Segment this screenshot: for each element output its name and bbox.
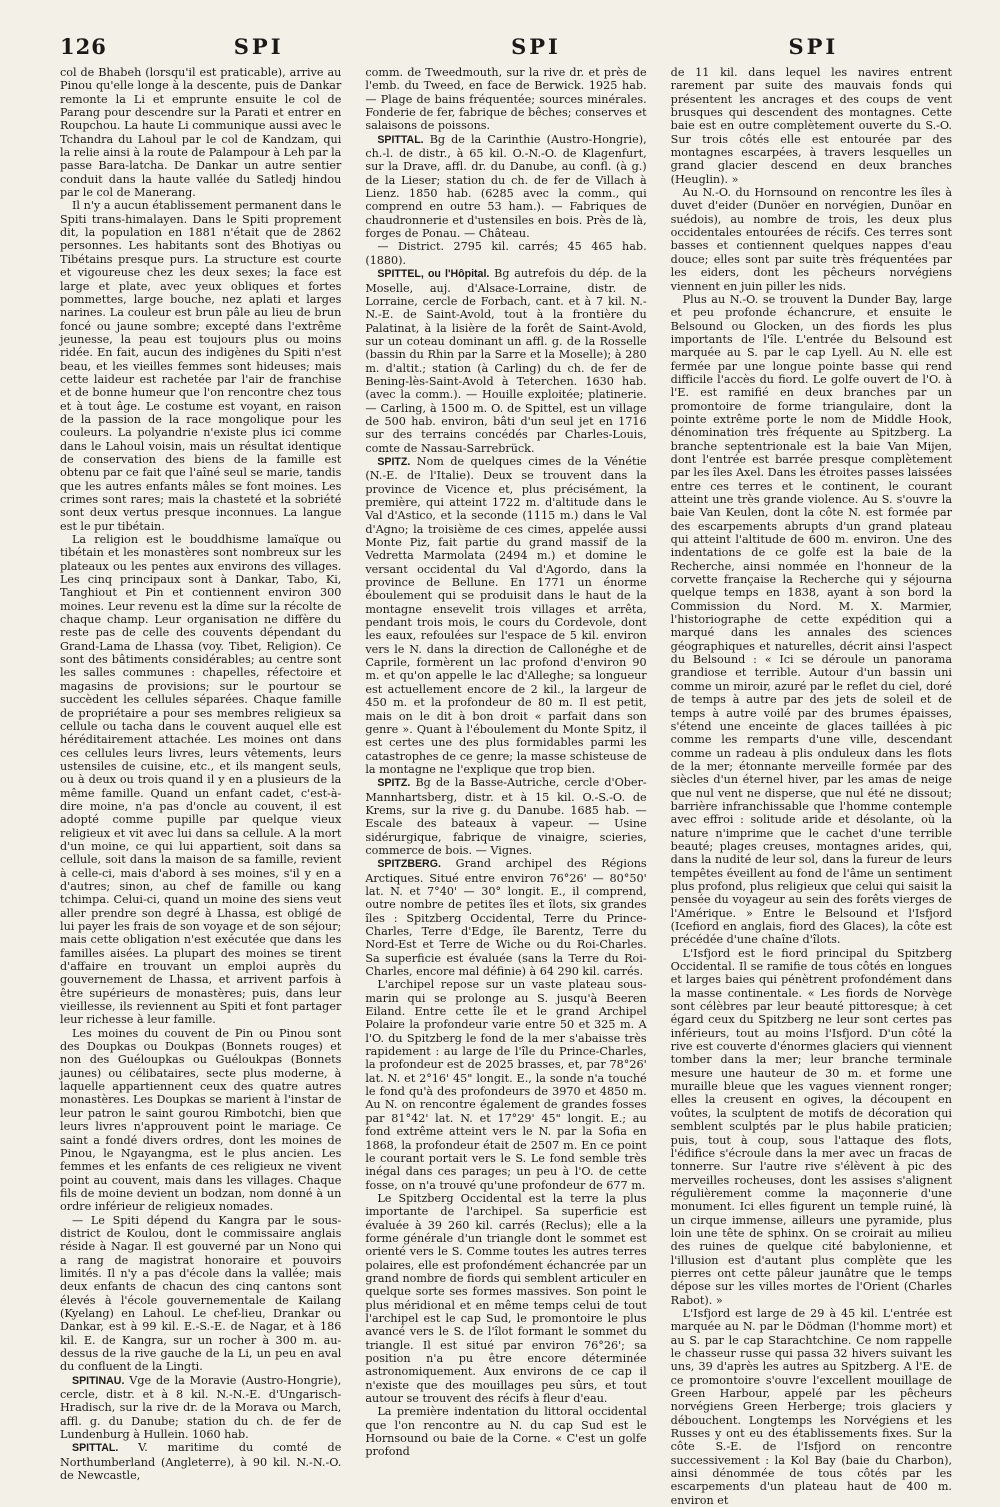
text-columns <box>60 66 953 1507</box>
paragraph-text: Le Spitzberg Occidental est la terre la plus importante de l'archipel. Sa superficie est évaluée à 39 260 kil. carrés (Reclus); elle a la forme générale d'un triangle dont le sommet est orienté vers le S. Comme toutes les autres terres polaires, elle est profondément échancrée par un grand nombre de fiords qui semblent articuler en quelque sorte ses formes massives. Son point le plus méridional et en même temps celui de tout l'archipel est le cap Sud, le promontoire le plus avancé vers le S. de l'îlot formant le sommet du triangle. Il est situé par environ 76°26'; sa position n'a pu être encore déterminée astronomiquement. Aux environs de ce cap il n'existe que des mouillages peu sûrs, et tout autour se trouvent des récifs à fleur d'eau. <box>365 1191 647 1406</box>
paragraph-text: Nom de quelques cimes de la Vénétie (N.-E. de l'Italie). Deux se trouvent dans la province de Vicence et, plus précisément, la première, qui atteint 1722 m. d'altitude dans le Val d'Astico, et la seconde (1115 m.) dans le Val d'Agno; la troisième de ces cimes, appelée aussi Monte Piz, fait partie du grand massif de la Vedretta Marmolata (2494 m.) et domine le versant occidental du Val d'Agordo, dans la province de Bellune. En 1771 un énorme éboulement qui se produisit dans le haut de la montagne ensevelit trois villages et arrêta, pendant trois mois, le cours du Cordevole, dont les eaux, refoulées sur l'espace de 5 kil. environ vers le N. dans la direction de Callonéghe et de Caprile, formèrent un lac profond d'environ 90 m. et qu'on appelle le lac d'Alleghe; sa longueur est actuellement encore de 2 kil., la largeur de 450 m. et la profondeur de 80 m. Il est petit, mais on le dit à bon droit « parfait dans son genre ». Quant à l'éboulement du Monte Spitz, il est certes une des plus formidables parmi les catastrophes de ce genre; la masse schisteuse de la montagne ne l'explique que trop bien. <box>365 454 647 776</box>
paragraph <box>365 1192 646 1406</box>
entry-headword: SPITZBERG. <box>377 858 441 871</box>
paragraph-text: La religion est le bouddhisme lamaïque ou tibétain et les monastères sont nombreux sur les plateaux ou les pentes aux environs des villages. Les cinq principaux sont à Dankar, Tabo, Ki, Tanghiout et Pin et contiennent environ 300 moines. Leur revenu est la dîme sur la récolte de chaque champ. Leur organisation ne diffère du reste pas de celle des couvents dépendant du Grand-Lama de Lhassa (voy. Tibet, Religion). Ce sont des bâtiments considérables; au centre sont les salles communes : chapelles, réfectoire et magasins de provisions; sur le pourtour se succèdent les cellules séparées. Chaque famille de propriétaire a pour ses membres religieux sa cellule ou tacha dans le couvent auquel elle est héréditairement attachée. Les moines ont dans ces cellules leurs livres, leurs vêtements, leurs ustensiles de cuisine, etc., et ils mangent seuls, ou à deux ou trois quand il y en a plusieurs de la même famille. Quand un enfant cadet, c'est-à-dire moine, n'a pas d'oncle au couvent, il est adopté comme pupille par quelque vieux religieux et vit avec lui dans sa cellule. A la mort d'un moine, ce qui lui appartient, soit dans sa cellule, soit dans la maison de sa famille, revient à celle-ci, mais d'abord à ses moines, s'il y en a d'autres; sinon, au chef de famille ou kang tchimpa. Celui-ci, quand un moine des siens veut aller prendre son degré à Lhassa, est obligé de lui payer les frais de son voyage et de son séjour; mais cette obligation n'est exécutée que dans les familles aisées. La plupart des moines se tirent d'affaire en trouvant un emploi auprès du gouvernement de Lhassa, et arrivent parfois à être supérieurs de monastères; puis, dans leur vieillesse, ils reviennent au Spiti et font partager leur richesse à leur famille. <box>60 533 342 1027</box>
dictionary-entry <box>365 267 646 455</box>
paragraph-text: L'Isfjord est le fiord principal du Spitzberg Occidental. Il se ramifie de tous côtés en longues et larges baies qui pénètrent profondément dans la masse continentale. « Les fiords de Norvège sont célèbres par leur beauté pittoresque; à cet égard ceux du Spitzberg ne leur sont certes pas inférieurs, tout au moins l'Isfjord. D'un côté la rive est couverte d'énormes glaciers qui viennent tomber dans la mer; leur branche terminale mesure une hauteur de 30 m. et forme une muraille bleue que les vagues viennent ronger; elles la creusent en ogives, la découpent en voûtes, la sculptent de motifs de décoration qui semblent sculptés par le plus habile praticien; puis, tout à coup, sous l'attaque des flots, l'édifice s'écroule dans la mer avec un fracas de tonnerre. Sur l'autre rive s'élèvent à pic des merveilles rocheuses, dont les assises s'alignent régulièrement comme la maçonnerie d'une monument. Ici elles figurent un temple ruiné, là un cirque immense, ailleurs une pyramide, plus loin une tête de sphinx. On se croirait au milieu des ruines de quelque cité babylonienne, et l'illusion est d'autant plus complète que les pierres ont cette pâleur jaunâtre que le temps dépose sur les villes mortes de l'Orient (Charles Rabot). » <box>670 946 952 1307</box>
dictionary-entry <box>365 133 646 241</box>
paragraph-text: Vge de la Moravie (Austro-Hongrie), cercle, distr. et à 8 kil. N.-N.-E. d'Ungarisch-Hradisch, sur la rive dr. de la Morava ou March, affl. g. du Danube; station du ch. de fer de Lundenburg à Hullein. 1060 hab. <box>60 1373 342 1442</box>
paragraph <box>60 199 341 533</box>
dictionary-entry <box>60 1441 341 1482</box>
column-2 <box>365 66 646 1507</box>
paragraph <box>365 1405 646 1458</box>
paragraph-text: comm. de Tweedmouth, sur la rive dr. et près de l'emb. du Tweed, en face de Berwick. 1925 hab. — Plage de bains fréquentée; sources minérales. Fonderie de fer, fabrique de bêches; conserves et salaisons de poissons. <box>365 66 647 133</box>
entry-headword: SPITZ. <box>377 455 411 468</box>
dictionary-entry <box>60 1374 341 1442</box>
paragraph <box>671 293 952 947</box>
entry-headword: SPITTAL. <box>377 133 424 146</box>
dictionary-entry <box>365 857 646 978</box>
column-1 <box>60 66 341 1507</box>
paragraph-text: Les moines du couvent de Pin ou Pinou sont des Doupkas ou Doukpas (Bonnets rouges) et non des Guéloupkas ou Guéloukpas (Bonnets jaunes) ou célibataires, secte plus moderne, à laquelle appartiennent ceux des quatre autres monastères. Les Doupkas se marient à l'instar de leur patron le saint gourou Rimbotchi, bien que leurs livres n'approuvent point le mariage. Ce saint a fondé divers ordres, dont les moines de Pinou, le Ngayangma, est le plus ancien. Les femmes et les enfants de ces religieux ne vivent point au couvent, mais dans les villages. Chaque fils de moine devient un bodzan, nom donné à un ordre inférieur de religieux nomades. <box>60 1026 342 1214</box>
paragraph-text: col de Bhabeh (lorsqu'il est praticable), arrive au Pinou qu'elle longe à la descente, puis de Dankar remonte la Li et emprunte ensuite le col de Parang pour descendre sur la Parati et entrer en Roupchou. La haute Li communique aussi avec le Tchandra du Lahoul par le col de Kandzam, qui la relie ainsi à la route de Palampour à Leh par la passe Bara-latcha. De Dankar un autre sentier conduit dans la haute vallée du Satledj hindou par le col de Manerang. <box>60 66 342 200</box>
running-head-left: SPI <box>233 34 284 59</box>
running-head-right: SPI <box>788 34 839 59</box>
paragraph-text: Au N.-O. du Hornsound on rencontre les îles à duvet d'eider (Dunöer en norvégien, Dunöar en suédois), au nombre de trois, les deux plus occidentales entourées de récifs. Ces terres sont basses et contiennent quelques nappes d'eau douce; elles sont par suite très fréquentées par les eiders, dont les pêcheurs norvégiens viennent en juin piller les nids. <box>670 186 952 293</box>
paragraph <box>60 1214 341 1374</box>
paragraph-text: L'archipel repose sur un vaste plateau sous-marin qui se prolonge au S. jusqu'à Beeren Eiland. Entre cette île et le grand Archipel Polaire la profondeur varie entre 50 et 325 m. A l'O. du Spitzberg le fond de la mer s'abaisse très rapidement : au large de l'île du Prince-Charles, la profondeur est de 2025 brasses, et, par 78°26' lat. N. et 2°16' 45" longit. E., la sonde n'a touché le fond qu'à des profondeurs de 3970 et 4850 m. Au N. on rencontre également de grandes fosses par 81°42' lat. N. et 17°29' 45" longit. E.; au fond extrême atteint vers le N. par la Sofia en 1868, la profondeur était de 2507 m. En ce point le courant portait vers le S. Le fond semble très inégal dans ces parages; un peu à l'O. de cette fosse, on n'a trouvé qu'une profondeur de 677 m. <box>365 978 647 1192</box>
paragraph-text: L'Isfjord est large de 29 à 45 kil. L'entrée est marquée au N. par le Dödman (l'homme mort) et au S. par le cap Starachtchine. Ce nom rappelle le chasseur russe qui passa 32 hivers suivant les uns, 39 d'après les autres au Spitzberg. A l'E. de ce promontoire s'ouvre l'excellent mouillage de Green Harbour, appelé par les pêcheurs norvégiens Green Herberge; trois glaciers y débouchent. Longtemps les Norvégiens et les Russes y ont eu des établissements fixes. Sur la côte S.-E. de l'Isfjord on rencontre successivement : la Kol Bay (baie du Charbon), ainsi dénommée de tous côtés par les escarpements d'un plateau haut de 400 m. environ et <box>670 1306 952 1507</box>
column-3 <box>671 66 952 1507</box>
entry-headword: SPITINAU. <box>72 1374 125 1387</box>
paragraph <box>671 947 952 1307</box>
paragraph <box>365 66 646 133</box>
paragraph-text: Bg de la Basse-Autriche, cercle d'Ober-Mannhartsberg, distr. et à 15 kil. O.-S.-O. de Krems, sur la rive g. du Danube. 1685 hab. — Escale des bateaux à vapeur. — Usine sidérurgique, fabrique de vinaigre, scieries, commerce de bois. — Vignes. <box>365 776 647 857</box>
paragraph <box>671 1307 952 1507</box>
entry-headword: SPITTAL. <box>72 1442 119 1455</box>
paragraph-text: Il n'y a aucun établissement permanent dans le Spiti trans-himalayen. Dans le Spiti proprement dit, la population en 1881 n'était que de 2862 personnes. Les habitants sont des Bhotiyas ou Tibétains presque purs. La structure est courte et vigoureuse chez les deux sexes; la face est large et plate, avec yeux obliques et fortes pommettes, large bouche, nez aplati et larges narines. La couleur est brun pâle au lieu de brun foncé ou jaune sombre; excepté dans l'extrême jeunesse, la peau est toujours plus ou moins ridée. En fait, aucun des indigènes du Spiti n'est beau, et les vieilles femmes sont hideuses; mais cette laideur est rachetée par l'air de franchise et de bonne humeur que l'on rencontre chez tous et à tout âge. Le costume est voyant, en raison de la passion de la race mongolique pour les couleurs. La polyandrie n'existe plus ici comme dans le Lahoul voisin, mais un résultat identique de conservation des biens de la famille est obtenu par ce fait que l'aîné seul se marie, tandis que les autres enfants mâles se font moines. Les crimes sont rares; mais la chasteté et la sobriété sont deux vertus presque inconnues. La langue est le pur tibétain. <box>60 199 342 533</box>
paragraph-text: Bg de la Carinthie (Austro-Hongrie), ch.-l. de distr., à 65 kil. O.-N.-O. de Klagenfurt, sur la Drave, affl. dr. du Danube, au confl. (à g.) de la Lieser; station du ch. de fer de Villach à Lienz. 1850 hab. (6285 avec la comm., qui comprend en outre 53 ham.). — Fabriques de chaudronnerie et d'ustensiles en bois. Près de là, forges de Ponau. — Château. <box>365 132 647 241</box>
paragraph-text: — Le Spiti dépend du Kangra par le sous-district de Koulou, dont le commissaire anglais réside à Nagar. Il est gouverné par un Nono qui a rang de magistrat honoraire et pouvoirs limités. Il n'y a pas d'école dans la vallée; mais deux enfants de chacun des cinq cantons sont élevés à l'école gouvernementale de Kailang (Kyelang) en Lahoul. Le chef-lieu, Drankar ou Dankar, est à 99 kil. E.-S.-E. de Nagar, et à 186 kil. E. de Kangra, sur un rocher à 300 m. au-dessus de la rive gauche de la Li, un peu en aval du confluent de la Lingti. <box>60 1213 342 1374</box>
page-header <box>60 34 952 60</box>
paragraph <box>671 186 952 293</box>
paragraph-text: V. maritime du comté de Northumberland (Angleterre), à 90 kil. N.-N.-O. de Newcastle, <box>60 1441 342 1483</box>
paragraph-text: Grand archipel des Régions Arctiques. Situé entre environ 76°26' — 80°50' lat. N. et 7°40' — 30° longit. E., il comprend, outre nombre de petites îles et îlots, six grandes îles : Spitzberg Occidental, Terre du Prince-Charles, Terre d'Edge, île Barentz, Terre du Nord-Est et Terre de Wiche ou du Roi-Charles. Sa superficie est évaluée (sans la Terre du Roi-Charles, encore mal définie) à 64 290 kil. carrés. <box>365 857 647 979</box>
paragraph <box>60 1027 341 1214</box>
dictionary-entry <box>365 455 646 776</box>
paragraph <box>60 533 341 1027</box>
page-number: 126 <box>60 34 107 59</box>
paragraph <box>365 978 646 1192</box>
dictionary-entry <box>365 776 646 857</box>
paragraph-text: Bg autrefois du dép. de la Moselle, auj. d'Alsace-Lorraine, distr. de Lorraine, cercle de Forbach, cant. et à 7 kil. N.-N.-E. de Saint-Avold, tout à la frontière du Palatinat, à la lisière de la forêt de Saint-Avold, sur un coteau dominant un affl. g. de la Rosselle (bassin du Rhin par la Sarre et la Moselle); à 280 m. d'altit.; station (à Carling) du ch. de fer de Bening-lès-Saint-Avold à Teterchen. 1630 hab. (avec la comm.). — Houille exploitée; platinerie. — Carling, à 1500 m. O. de Spittel, est un village de 500 hab. environ, bâti d'un seul jet en 1716 sur des terrains concédés par Charles-Louis, comte de Nassau-Sarrebrück. <box>365 267 647 455</box>
entry-headword: SPITZ. <box>377 777 411 790</box>
paragraph-text: de 11 kil. dans lequel les navires entrent rarement par suite des mauvais fonds qui présentent les ancrages et des coups de vent brusques qui descendent des montagnes. Cette baie est en outre complètement ouverte du S.-O. Sur trois côtés elle est entourée par des montagnes escarpées, à travers lesquelles un grand glacier descend en deux branches (Heuglin). » <box>670 66 952 186</box>
paragraph-text: Plus au N.-O. se trouvent la Dunder Bay, large et peu profonde échancrure, et ensuite le Belsound ou Glocken, un des fiords les plus importants de l'île. L'entrée du Belsound est marquée au S. par le cap Lyell. Au N. elle est fermée par une longue pointe basse qui rend difficile l'accès du fiord. Le golfe ouvert de l'O. à l'E. est ramifié en deux branches par un promontoire de forme triangulaire, dont la pointe extrême porte le nom de Middle Hook, dénomination très fréquente au Spitzberg. La branche septentrionale est la baie Van Mijen, dont l'entrée est barrée presque complètement par les îles Axel. Dans les étroites passes laissées entre ces terres et le continent, le courant atteint une très grande violence. Au S. s'ouvre la baie Van Keulen, dont la côte N. est formée par des escarpements abrupts d'un grand plateau qui atteint l'altitude de 600 m. environ. Une des indentations de ce golfe est la baie de la Recherche, ainsi nommée en l'honneur de la corvette française la Recherche qui y séjourna quelque temps en 1838, ayant à son bord la Commission du Nord. M. X. Marmier, l'historiographe de cette expédition qui a marqué dans les annales des sciences géographiques et naturelles, décrit ainsi l'aspect du Belsound : « Ici se déroule un panorama grandiose et terrible. Autour d'un bassin uni comme un miroir, azuré par le reflet du ciel, doré de temps à autre par des jets de soleil et de temps à autre voilé par des brumes épaisses, s'étend une enceinte de glaces taillées à pic comme les remparts d'une ville, descendant comme un radeau à plis onduleux dans les flots de la mer; étonnante merveille formée par des siècles d'un éternel hiver, par les amas de neige que nul vent ne disperse, que nul été ne dissout; barrière infranchissable que l'homme contemple avec effroi : solitude aride et désolante, où la nature n'imprime que le cachet d'une terrible beauté; plages creuses, montagnes arides, qui, dans la nudité de leur sol, dans la fureur de leurs tempêtes éveillent au fond de l'âme un sentiment plus profond, plus religieux que celui qui saisit la pensée du voyageur au sein des forêts vierges de l'Amérique. » Entre le Belsound et l'Isfjord (Icefiord en anglais, fiord des Glaces), la côte est précédée d'une chaîne d'îlots. <box>670 292 953 947</box>
running-head-center: SPI <box>511 34 561 59</box>
paragraph-text: — District. 2795 kil. carrés; 45 465 hab. (1880). <box>365 240 647 267</box>
paragraph <box>365 240 646 267</box>
paragraph <box>671 66 952 186</box>
paragraph-text: La première indentation du littoral occidental que l'on rencontre au N. du cap Sud est le Hornsound ou baie de la Corne. « C'est un golfe profond <box>365 1405 647 1459</box>
entry-headword: SPITTEL, ou l'Hôpital. <box>377 268 490 281</box>
paragraph <box>60 66 341 199</box>
